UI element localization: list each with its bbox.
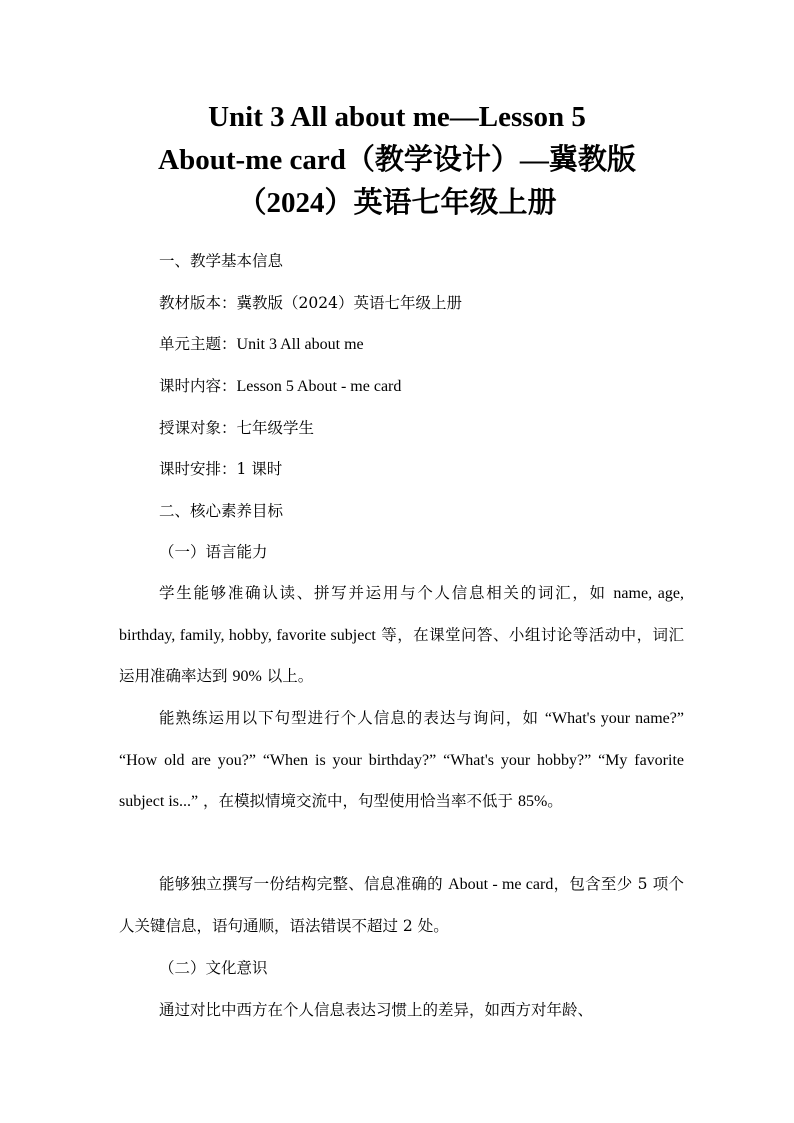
section-1-heading: 一、教学基本信息 xyxy=(159,252,284,270)
audience-value: 七年级学生 xyxy=(236,419,315,437)
para1-text-b: 等，在课堂问答、小组讨论等活动中，词汇运用准确率达到 xyxy=(119,625,684,685)
para1-percent: 90% xyxy=(232,668,262,685)
audience-label: 授课对象： xyxy=(159,419,237,437)
lesson-value: Lesson 5 About - me card xyxy=(236,378,402,395)
unit-label: 单元主题： xyxy=(159,335,237,353)
para2-text-c: 。 xyxy=(547,792,563,810)
document-title xyxy=(100,96,694,225)
paragraph-vocabulary xyxy=(119,573,684,698)
unit-value: Unit 3 All about me xyxy=(236,336,364,353)
para2-sentence-patterns: “What's your name?” “How old are you?” “When is your birthday?” “What's your hobby?” “My favorite subject is...” xyxy=(119,710,684,810)
title-line-1: Unit 3 All about me—Lesson 5 xyxy=(208,101,586,133)
paragraph-culture xyxy=(119,990,684,1032)
info-schedule xyxy=(159,459,282,479)
para2-text-b: ，在模拟情境交流中，句型使用恰当率不低于 xyxy=(198,792,518,810)
subsection-1-heading: （一）语言能力 xyxy=(159,543,268,561)
info-textbook xyxy=(159,293,462,313)
info-audience xyxy=(159,418,314,438)
subsection-2-heading: （二）文化意识 xyxy=(159,959,268,977)
para2-percent: 85% xyxy=(517,793,548,810)
textbook-label: 教材版本： xyxy=(159,294,237,312)
para2-text-a: 能熟练运用以下句型进行个人信息的表达与询问，如 xyxy=(159,709,545,727)
title-line-3: （2024）英语七年级上册 xyxy=(237,187,557,219)
info-unit xyxy=(159,334,364,355)
para1-text-a: 学生能够准确认读、拼写并运用与个人信息相关的词汇，如 xyxy=(159,584,614,602)
title-line-2: About-me card（教学设计）—冀教版 xyxy=(158,144,636,176)
para3-text-a: 能够独立撰写一份结构完整、信息准确的 xyxy=(159,875,449,893)
para1-text-c: 以上。 xyxy=(261,667,314,685)
para3-card-name: About - me card xyxy=(448,876,554,893)
lesson-label: 课时内容： xyxy=(159,377,237,395)
section-2-heading: 二、核心素养目标 xyxy=(159,502,284,520)
paragraph-sentence-patterns xyxy=(119,698,684,823)
paragraph-writing xyxy=(119,864,684,947)
para4-text: 通过对比中西方在个人信息表达习惯上的差异，如西方对年龄、 xyxy=(159,1001,594,1019)
info-lesson xyxy=(159,376,401,397)
textbook-value: 冀教版（2024）英语七年级上册 xyxy=(236,294,462,312)
schedule-label: 课时安排： xyxy=(159,460,237,478)
para1-vocabulary-words: name, age, birthday, family, hobby, favorite subject xyxy=(119,585,684,644)
para3-text-b: ，包含至少 5 项个人关键信息，语句通顺，语法错误不超过 2 处。 xyxy=(119,875,685,935)
schedule-value: 1 课时 xyxy=(236,460,283,478)
